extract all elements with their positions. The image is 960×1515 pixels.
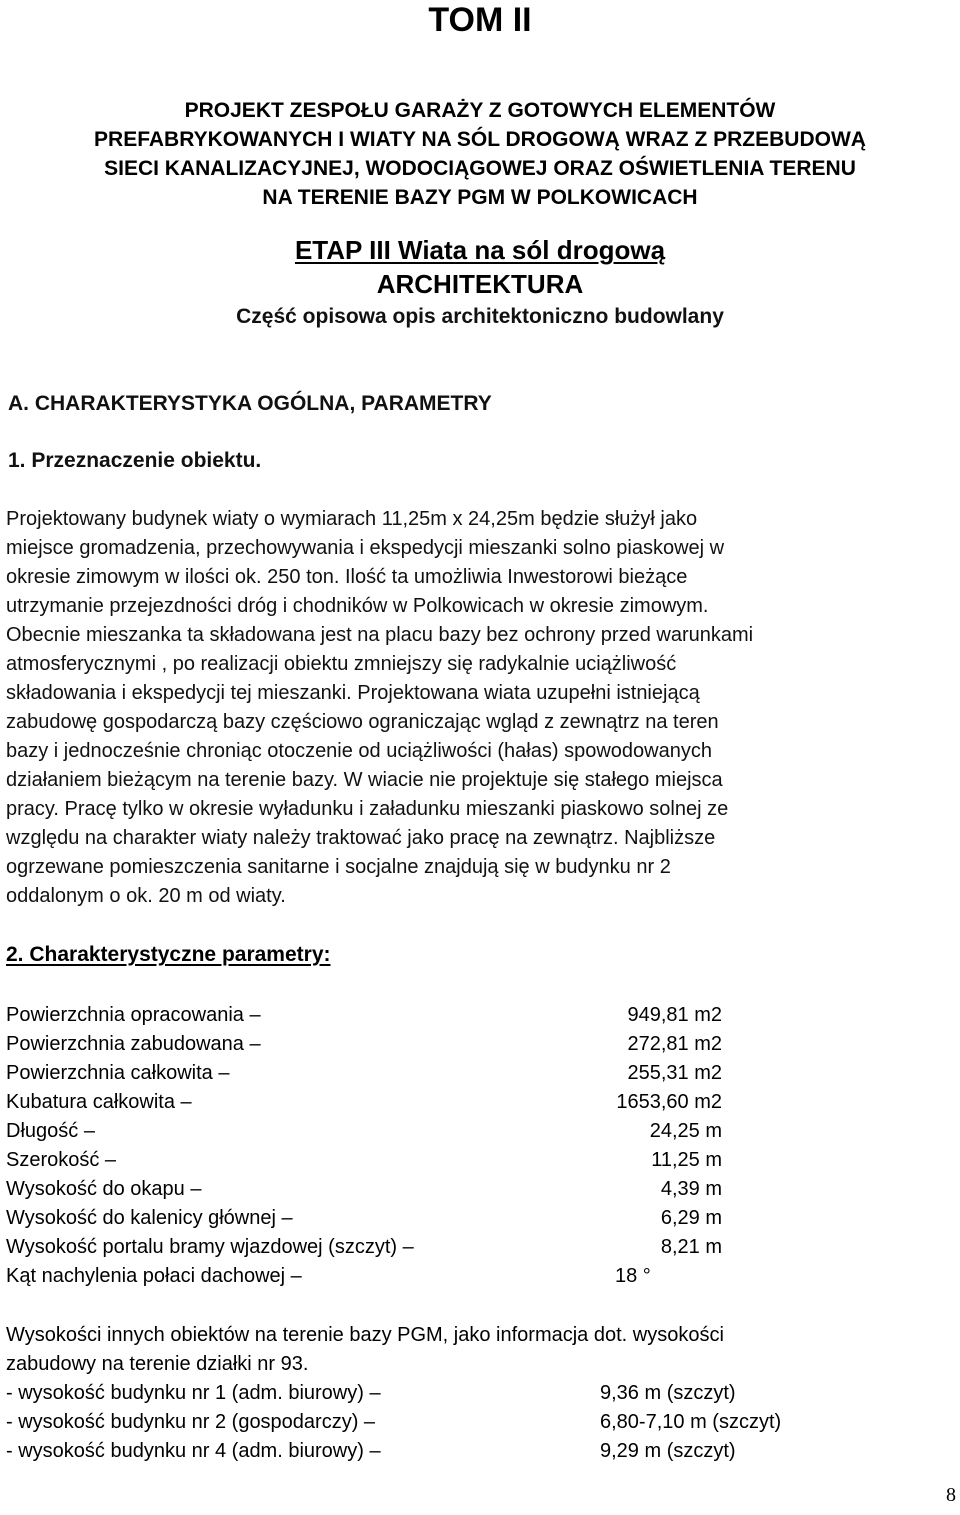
parameter-row <box>6 1117 766 1146</box>
project-title-line: NA TERENIE BAZY PGM W POLKOWICACH <box>262 186 698 209</box>
paragraph-line: ogrzewane pomieszczenia sanitarne i socjalne znajdują się w budynku nr 2 <box>6 856 671 878</box>
parameter-row <box>6 1175 766 1204</box>
parameter-value: 8,21 m <box>660 1236 722 1258</box>
parameter-label: Powierzchnia całkowita – <box>6 1062 230 1084</box>
section-2-heading <box>6 941 331 969</box>
section-1-heading: 1. Przeznaczenie obiektu. <box>8 449 262 472</box>
note-line: Wysokości innych obiektów na terenie bazy PGM, jako informacja dot. wysokości <box>6 1324 724 1346</box>
parameter-value: 11,25 m <box>651 1149 722 1171</box>
parameter-row <box>6 1262 766 1291</box>
parameter-row <box>6 1001 766 1030</box>
building-height-label: - wysokość budynku nr 1 (adm. biurowy) – <box>6 1382 381 1404</box>
paragraph-line: atmosferycznymi , po realizacji obiektu zmniejszy się radykalnie uciążliwość <box>6 653 677 675</box>
parameter-row <box>6 1030 766 1059</box>
note-line: zabudowy na terenie działki nr 93. <box>6 1353 309 1375</box>
building-height-label: - wysokość budynku nr 4 (adm. biurowy) – <box>6 1440 381 1462</box>
parameter-value: 255,31 m2 <box>627 1062 722 1084</box>
parameter-label: Długość – <box>6 1120 95 1142</box>
project-title-line: PREFABRYKOWANYCH I WIATY NA SÓL DROGOWĄ WRAZ Z PRZEBUDOWĄ <box>94 128 866 151</box>
parameter-row <box>6 1088 766 1117</box>
paragraph-line: bazy i jednocześnie chroniąc otoczenie od uciążliwości (hałas) spowodowanych <box>6 740 712 762</box>
parameter-label: Wysokość portalu bramy wjazdowej (szczyt) – <box>6 1236 414 1258</box>
parameter-value: 272,81 m2 <box>627 1033 722 1055</box>
parameter-row <box>6 1146 766 1175</box>
paragraph-line: Projektowany budynek wiaty o wymiarach 11,25m x 24,25m będzie służył jako <box>6 508 698 530</box>
paragraph-line: oddalonym o ok. 20 m od wiaty. <box>6 885 286 907</box>
section-a-heading: A. CHARAKTERYSTYKA OGÓLNA, PARAMETRY <box>8 392 492 415</box>
part-subtitle: Część opisowa opis architektoniczno budowlany <box>236 305 724 328</box>
paragraph-line: względu na charakter wiaty należy traktować jako pracę na zewnątrz. Najbliższe <box>6 827 716 849</box>
building-heights-list <box>6 1379 906 1466</box>
paragraph-line: utrzymanie przejezdności dróg i chodników w Polkowicach w okresie zimowym. <box>6 595 709 617</box>
volume-title: TOM II <box>428 1 532 39</box>
parameter-row <box>6 1059 766 1088</box>
page-number: 8 <box>946 1484 956 1506</box>
parameter-label: Kąt nachylenia połaci dachowej – <box>6 1265 302 1287</box>
stage-heading <box>0 233 960 267</box>
parameter-label: Powierzchnia zabudowana – <box>6 1033 261 1055</box>
parameter-value: 18 ° <box>615 1265 651 1287</box>
parameters-list <box>6 1001 766 1291</box>
parameter-label: Szerokość – <box>6 1149 117 1171</box>
parameter-value: 4,39 m <box>660 1178 722 1200</box>
building-height-row <box>6 1437 906 1466</box>
building-height-row <box>6 1379 906 1408</box>
building-height-value: 9,36 m (szczyt) <box>600 1382 736 1404</box>
paragraph-line: składowania i ekspedycji tej mieszanki. Projektowana wiata uzupełni istniejącą <box>6 682 700 704</box>
parameter-label: Kubatura całkowita – <box>6 1091 192 1113</box>
other-buildings-note <box>6 1321 946 1379</box>
paragraph-line: działaniem bieżącym na terenie bazy. W wiacie nie projektuje się stałego miejsca <box>6 769 723 791</box>
parameter-value: 6,29 m <box>660 1207 722 1229</box>
parameter-label: Wysokość do okapu – <box>6 1178 202 1200</box>
paragraph-line: miejsce gromadzenia, przechowywania i ekspedycji mieszanki solno piaskowej w <box>6 537 725 559</box>
parameter-value: 1653,60 m2 <box>616 1091 722 1113</box>
parameter-row <box>6 1233 766 1262</box>
project-title-line: PROJEKT ZESPOŁU GARAŻY Z GOTOWYCH ELEMENTÓW <box>184 99 776 122</box>
stage-heading-text: ETAP III Wiata na sól drogową <box>294 235 666 265</box>
paragraph-line: zabudowę gospodarczą bazy częściowo ograniczając wgląd z zewnątrz na teren <box>6 711 719 733</box>
section-2-heading-text: 2. Charakterystyczne parametry: <box>6 943 331 966</box>
building-height-label: - wysokość budynku nr 2 (gospodarczy) – <box>6 1411 376 1433</box>
paragraph-line: Obecnie mieszanka ta składowana jest na placu bazy bez ochrony przed warunkami <box>6 624 754 646</box>
paragraph-line: pracy. Pracę tylko w okresie wyładunku i załadunku mieszanki piaskowo solnej ze <box>6 798 729 820</box>
parameter-value: 949,81 m2 <box>627 1004 722 1026</box>
parameter-value: 24,25 m <box>649 1120 722 1142</box>
purpose-paragraph <box>6 505 946 911</box>
building-height-value: 6,80-7,10 m (szczyt) <box>600 1411 782 1433</box>
building-height-value: 9,29 m (szczyt) <box>600 1440 736 1462</box>
project-title-line: SIECI KANALIZACYJNEJ, WODOCIĄGOWEJ ORAZ OŚWIETLENIA TERENU <box>104 157 856 180</box>
paragraph-line: okresie zimowym w ilości ok. 250 ton. Ilość ta umożliwia Inwestorowi bieżące <box>6 566 688 588</box>
branch-heading: ARCHITEKTURA <box>376 269 584 299</box>
parameter-row <box>6 1204 766 1233</box>
project-title <box>0 96 960 212</box>
parameter-label: Wysokość do kalenicy głównej – <box>6 1207 293 1229</box>
parameter-label: Powierzchnia opracowania – <box>6 1004 261 1026</box>
building-height-row <box>6 1408 906 1437</box>
